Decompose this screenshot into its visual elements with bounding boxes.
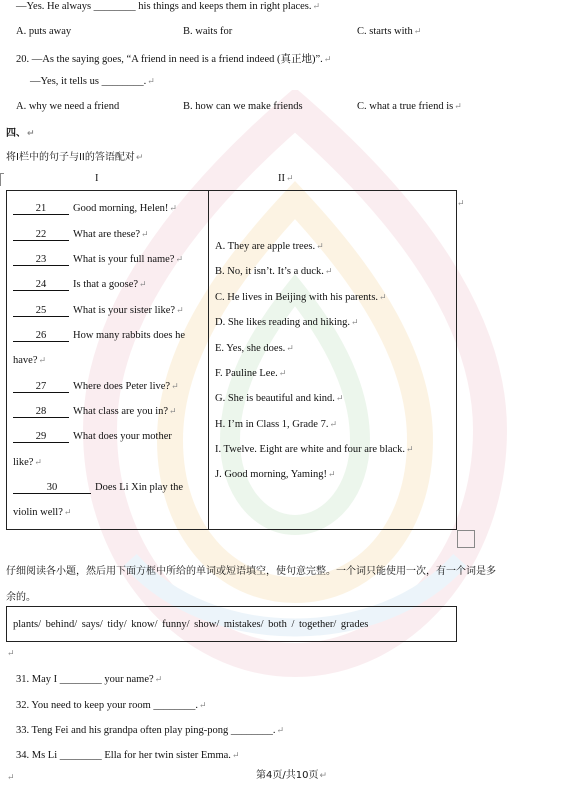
right-item-a <box>215 241 324 252</box>
paragraph-mark-icon: ↵ <box>27 129 35 139</box>
right-item-f <box>215 368 286 379</box>
section4-instruction <box>6 148 143 163</box>
right-item-e <box>215 343 294 354</box>
left-item-26 <box>13 330 185 342</box>
paragraph-mark-icon: ↵ <box>324 266 333 276</box>
left-item-27-text: Where does Peter live? <box>73 381 171 392</box>
paragraph-mark-icon: ↵ <box>379 292 387 302</box>
paragraph-mark-icon: ↵ <box>276 725 285 735</box>
paragraph-mark-icon: ↵ <box>329 419 337 429</box>
paragraph-mark-icon: ↵ <box>7 648 15 658</box>
left-item-28-text: What class are you in? <box>73 406 169 417</box>
matching-table <box>6 190 457 530</box>
table-resize-handle[interactable] <box>457 530 475 548</box>
q19-text: —Yes. He always ________ his things and keeps them in right places. <box>16 1 312 12</box>
left-item-26-cont <box>13 355 46 366</box>
left-item-30-cont <box>13 507 71 518</box>
question-34-text: 34. Ms Li ________ Ella for her twin sister Emma. <box>16 750 231 761</box>
left-item-23 <box>13 254 183 266</box>
paragraph-mark-icon: ↵ <box>316 241 324 251</box>
left-item-26-cont-text: have? <box>13 355 38 366</box>
paragraph-mark-icon: ↵ <box>169 406 177 416</box>
right-item-h-text: H. I’m in Class 1, Grade 7. <box>215 419 329 430</box>
paragraph-mark-icon: ↵ <box>141 229 149 239</box>
last-paragraph <box>6 772 15 783</box>
paragraph-mark-icon: ↵ <box>406 444 414 454</box>
paragraph-mark-icon: ↵ <box>278 368 287 378</box>
q20-text-2: —Yes, it tells us ________. <box>30 76 147 87</box>
word-bank <box>13 619 368 630</box>
answer-blank-27[interactable]: 27 <box>13 381 69 393</box>
answer-blank-26[interactable]: 26 <box>13 330 69 342</box>
column-header-2-text: II <box>278 173 285 184</box>
right-item-f-text: F. Pauline Lee. <box>215 368 278 379</box>
left-item-25-text: What is your sister like? <box>73 305 176 316</box>
paragraph-mark-icon: ↵ <box>323 54 332 64</box>
left-item-22 <box>13 229 149 241</box>
q20-line2 <box>30 76 155 87</box>
column-header-1 <box>95 173 99 184</box>
word-bank-text: plants/ behind/ says/ tidy/ know/ funny/ show/ mistakes/ both / together/ grades <box>13 619 369 630</box>
paragraph-mark-icon: ↵ <box>286 173 294 183</box>
paragraph-mark-icon: ↵ <box>135 153 144 163</box>
paragraph-mark-icon: ↵ <box>147 76 155 86</box>
q19-option-a-text: A. puts away <box>16 26 72 37</box>
column-header-1-text: I <box>95 173 99 184</box>
right-item-d-text: D. She likes reading and hiking. <box>215 317 351 328</box>
right-item-g <box>215 393 343 404</box>
answer-blank-28[interactable]: 28 <box>13 406 69 418</box>
left-item-23-text: What is your full name? <box>73 254 175 265</box>
answer-blank-23[interactable]: 23 <box>13 254 69 266</box>
blank-paragraph <box>6 648 15 659</box>
q20-text: 20. —As the saying goes, “A friend in need is a friend indeed (真正地)”. <box>16 54 323 65</box>
right-item-i-text: I. Twelve. Eight are white and four are black. <box>215 444 406 455</box>
answer-blank-22[interactable]: 22 <box>13 229 69 241</box>
left-item-21-text: Good morning, Helen! <box>73 203 169 214</box>
q20-option-a <box>16 101 119 112</box>
answer-blank-30[interactable]: 30 <box>13 482 91 494</box>
left-item-24-text: Is that a goose? <box>73 279 139 290</box>
question-31 <box>16 674 162 685</box>
left-item-22-text: What are these? <box>73 229 141 240</box>
right-item-i <box>215 444 414 455</box>
paragraph-mark-icon: ↵ <box>154 674 163 684</box>
paragraph-mark-icon: ↵ <box>454 101 462 111</box>
right-item-c <box>215 292 387 303</box>
paragraph-mark-icon: ↵ <box>351 317 359 327</box>
paragraph-mark-icon: ↵ <box>413 26 422 36</box>
table-end-mark <box>456 198 465 209</box>
answer-blank-24[interactable]: 24 <box>13 279 69 291</box>
paragraph-mark-icon: ↵ <box>169 203 177 213</box>
table-anchor-mark <box>0 173 4 186</box>
answer-blank-25[interactable]: 25 <box>13 305 69 317</box>
left-item-27 <box>13 381 179 393</box>
paragraph-mark-icon: ↵ <box>286 343 294 353</box>
column-header-2 <box>278 173 294 184</box>
paragraph-mark-icon: ↵ <box>38 355 47 365</box>
q19-option-b <box>183 26 232 37</box>
q20-option-c <box>357 101 462 112</box>
q19-line <box>16 1 320 12</box>
left-item-21 <box>13 203 177 215</box>
left-item-29-cont-text: like? <box>13 457 34 468</box>
paragraph-mark-icon: ↵ <box>171 381 179 391</box>
page-footer <box>256 766 327 781</box>
q19-option-c <box>357 26 421 37</box>
question-32-text: 32. You need to keep your room ________. <box>16 700 198 711</box>
paragraph-mark-icon: ↵ <box>457 198 465 208</box>
paragraph-mark-icon: ↵ <box>176 305 184 315</box>
column-divider <box>208 191 209 529</box>
section4-instruction-text: 将I栏中的句子与II的答语配对 <box>6 152 135 163</box>
paragraph-mark-icon: ↵ <box>63 507 72 517</box>
q20-option-b <box>183 101 303 112</box>
paragraph-mark-icon: ↵ <box>231 750 240 760</box>
q19-option-c-text: C. starts with <box>357 26 413 37</box>
right-item-b <box>215 266 332 277</box>
question-32 <box>16 700 207 711</box>
q19-option-b-text: B. waits for <box>183 26 233 37</box>
q20-option-c-text: C. what a true friend is <box>357 101 454 112</box>
right-item-c-text: C. He lives in Beijing with his parents. <box>215 292 379 303</box>
paragraph-mark-icon: ↵ <box>175 254 184 264</box>
paragraph-mark-icon: ↵ <box>335 393 344 403</box>
q20-option-b-text: B. how can we make friends <box>183 101 303 112</box>
left-item-29-cont <box>13 457 42 468</box>
left-item-30-text: Does Li Xin play the <box>95 482 184 493</box>
paragraph-mark-icon: ↵ <box>34 457 42 467</box>
paragraph-mark-icon: ↵ <box>7 772 15 782</box>
left-item-30 <box>13 482 183 494</box>
paragraph-mark-icon: ↵ <box>139 279 147 289</box>
q19-option-a <box>16 26 71 37</box>
question-31-text: 31. May I ________ your name? <box>16 674 154 685</box>
section4-heading <box>6 124 35 139</box>
question-34 <box>16 750 239 761</box>
section5-instruction-2-text: 余的。 <box>6 592 36 603</box>
right-item-d <box>215 317 359 328</box>
left-item-28 <box>13 406 177 418</box>
left-item-25 <box>13 305 184 317</box>
right-item-j <box>215 469 336 480</box>
left-item-26-text: How many rabbits does he <box>73 330 185 341</box>
section5-instruction-1 <box>6 562 496 577</box>
right-item-h <box>215 419 337 430</box>
question-33-text: 33. Teng Fei and his grandpa often play ping-pong ________. <box>16 725 276 736</box>
left-item-24 <box>13 279 147 291</box>
left-item-29 <box>13 431 172 443</box>
answer-blank-21[interactable]: 21 <box>13 203 69 215</box>
left-item-29-text: What does your mother <box>73 431 172 442</box>
section5-instruction-2 <box>6 588 36 603</box>
paragraph-mark-icon: ↵ <box>312 1 321 11</box>
right-item-j-text: J. Good morning, Yaming! <box>215 469 328 480</box>
q20-line1 <box>16 51 331 66</box>
answer-blank-29[interactable]: 29 <box>13 431 69 443</box>
paragraph-mark-icon: ↵ <box>319 771 328 781</box>
question-33 <box>16 725 284 736</box>
page-number-text: 第4页/共10页 <box>256 770 319 781</box>
section4-heading-text: 四、 <box>6 128 26 139</box>
word-bank-box <box>6 606 457 642</box>
right-item-e-text: E. Yes, she does. <box>215 343 286 354</box>
right-item-g-text: G. She is beautiful and kind. <box>215 393 335 404</box>
left-item-30-cont-text: violin well? <box>13 507 63 518</box>
paragraph-mark-icon: ↵ <box>328 469 336 479</box>
q20-option-a-text: A. why we need a friend <box>16 101 120 112</box>
right-item-a-text: A. They are apple trees. <box>215 241 316 252</box>
paragraph-mark-icon: ↵ <box>199 700 207 710</box>
section5-instruction-1-text: 仔细阅读各小题，然后用下面方框中所给的单词或短语填空，使句意完整。一个词只能使用一次，有一个词是多 <box>6 566 496 577</box>
right-item-b-text: B. No, it isn’t. It’s a duck. <box>215 266 324 277</box>
